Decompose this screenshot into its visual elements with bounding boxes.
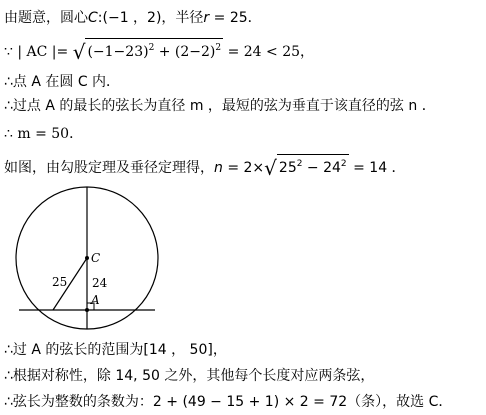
ac-result: = 24 < 25 [223,44,301,60]
rad-a: 25 [278,160,297,176]
period: ． [247,10,262,26]
circle-figure [12,184,176,332]
n-intro: 如图，由勾股定理及垂径定理得， [4,160,214,176]
rad-term2: + (2−2) [154,44,216,60]
center-label: C [88,10,98,26]
radius-label: r [203,10,210,26]
radius-value: = 25 [209,10,248,26]
n-eq: = 2× [222,160,265,176]
line-symmetry: ∴根据对称性，除 14, 50 之外，其他每个长度对应两条弦， [4,368,375,384]
line-range: ∴过 A 的弦长的范围为[14 ， 50]， [4,342,227,358]
n-label: n [214,160,223,176]
exp-a: 2 [296,159,303,169]
exp-b: 2 [340,159,347,169]
line-answer: ∴弦长为整数的条数为：2 + (49 − 15 + 1) × 2 = 72（条），故选 C． [4,394,453,410]
line-center-radius [4,8,262,28]
label-25: 25 [52,275,68,289]
line-n-value [4,154,406,178]
line-longest-shortest: ∴过点 A 的最长的弦长为直径 m ，最短的弦为垂直于该直径的弦 n ． [4,98,436,114]
n-result: = 14 ． [348,160,406,176]
text-radius: ，半径 [161,10,204,26]
exp2: 2 [215,43,222,53]
ac-prefix: ∵ | AC |= [4,44,73,60]
exp1: 2 [148,43,155,53]
text-intro: 由题意，圆心 [4,10,88,26]
line-distance-ac [4,38,314,62]
point-a [85,308,89,312]
center-coord: :(−1 ，2) [97,10,162,26]
rad-b: − 24 [302,160,341,176]
comma: ， [300,44,315,60]
line-a-inside: ∴点 A 在圆 C 内． [4,74,121,90]
label-c: C [91,251,101,265]
label-a: A [91,293,100,307]
sqrt-ac: √ $(-1-23)^2 + (2-2)^2$ [72,40,222,64]
line-m-value: ∴ m = 50． [4,126,84,142]
point-c [85,256,89,260]
rad-term1: (−1−23) [87,44,149,60]
sqrt-n: √ $25^2 - 24^2$ [264,156,347,180]
label-24: 24 [92,276,108,290]
